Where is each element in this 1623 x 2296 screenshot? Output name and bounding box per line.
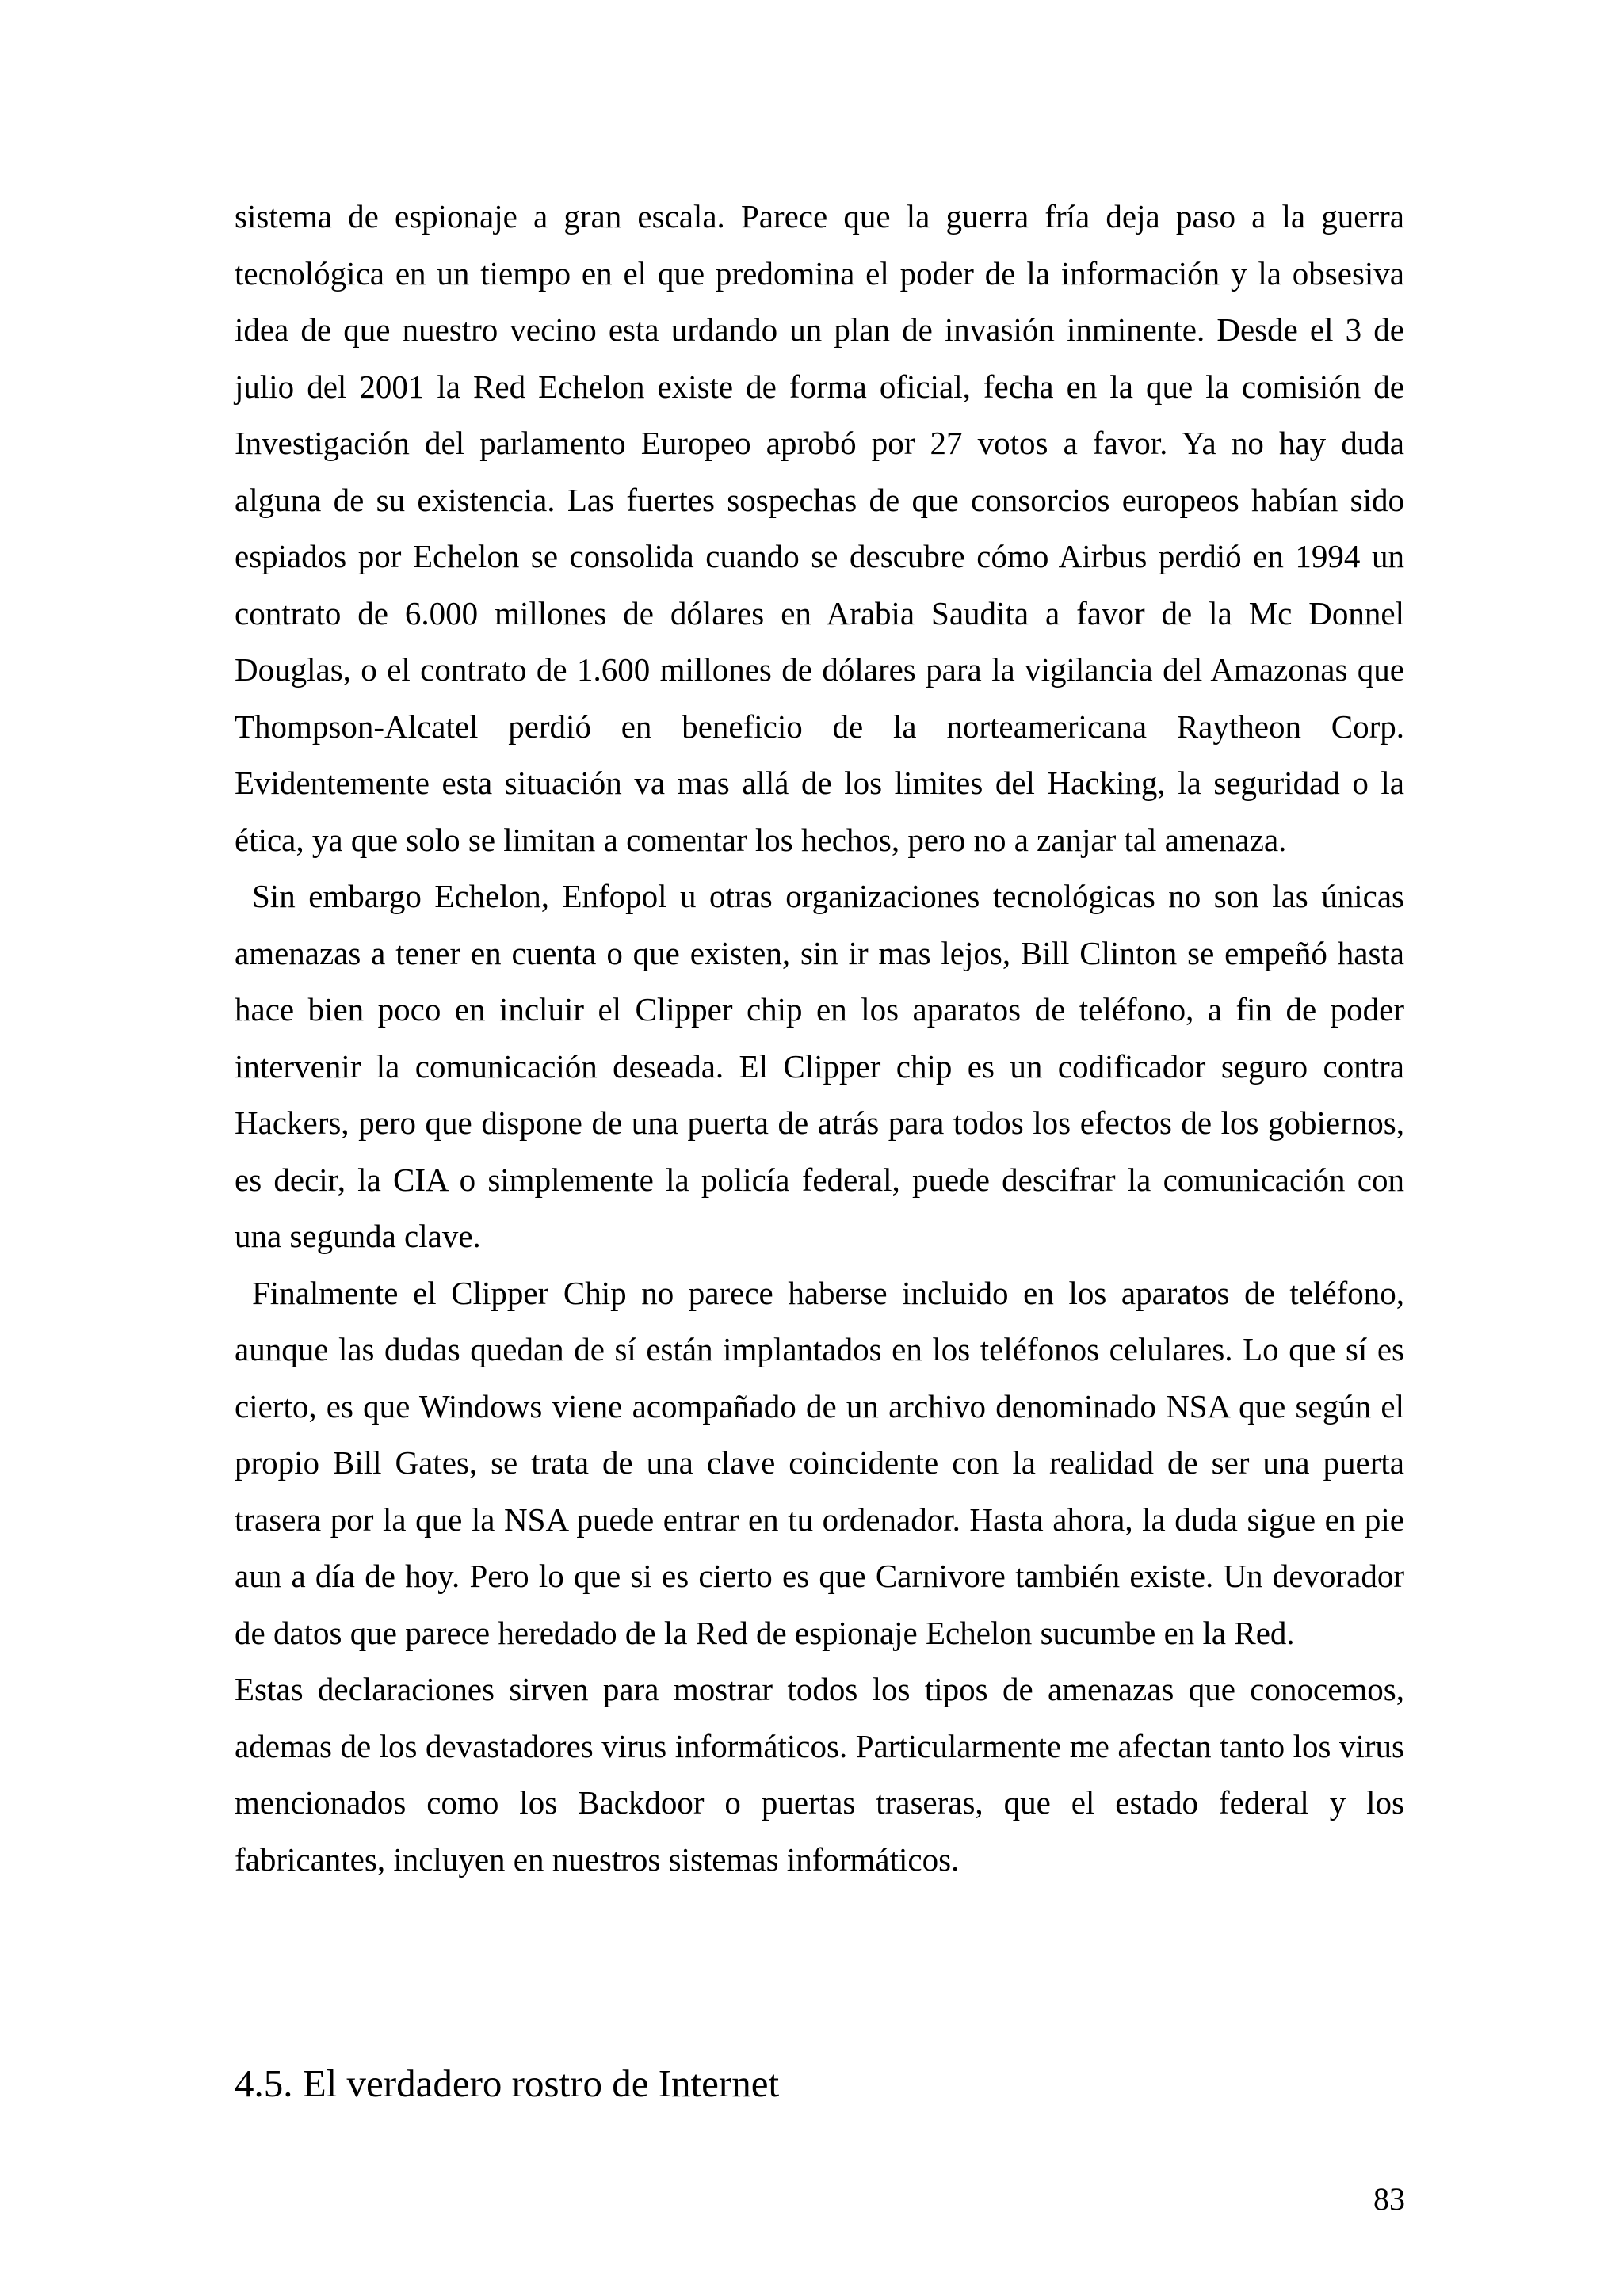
body-text xyxy=(235,189,1404,1888)
paragraph-nsa-carnivore: Finalmente el Clipper Chip no parece haberse incluido en los aparatos de teléfono, aunque las dudas quedan de sí están implantados en los teléfonos celulares. Lo que sí es cierto, es que Windows viene acompañado de un archivo denominado NSA que según el propio Bill Gates, se trata de una clave coincidente con la realidad de ser una puerta trasera por la que la NSA puede entrar en tu ordenador. Hasta ahora, la duda sigue en pie aun a día de hoy. Pero lo que si es cierto es que Carnivore también existe. Un devorador de datos que parece heredado de la Red de espionaje Echelon sucumbe en la Red. xyxy=(235,1274,1404,1651)
paragraph-echelon: sistema de espionaje a gran escala. Parece que la guerra fría deja paso a la guerra tecnológica en un tiempo en el que predomina el poder de la información y la obsesiva idea de que nuestro vecino esta urdando un plan de invasión inminente. Desde el 3 de julio del 2001 la Red Echelon existe de forma oficial, fecha en la que la comisión de Investigación del parlamento Europeo aprobó por 27 votos a favor. Ya no hay duda alguna de su existencia. Las fuertes sospechas de que consorcios europeos habían sido espiados por Echelon se consolida cuando se descubre cómo Airbus perdió en 1994 un contrato de 6.000 millones de dólares en Arabia Saudita a favor de la Mc Donnel Douglas, o el contrato de 1.600 millones de dólares para la vigilancia del Amazonas que Thompson-Alcatel perdió en beneficio de la norteamericana Raytheon Corp. Evidentemente esta situación va mas allá de los limites del Hacking, la seguridad o la ética, ya que solo se limitan a comentar los hechos, pero no a zanjar tal amenaza. xyxy=(235,198,1404,858)
section-heading: 4.5. El verdadero rostro de Internet xyxy=(235,2061,780,2105)
paragraph-clipper-chip: Sin embargo Echelon, Enfopol u otras organizaciones tecnológicas no son las únicas amenazas a tener en cuenta o que existen, sin ir mas lejos, Bill Clinton se empeñó hasta hace bien poco en incluir el Clipper chip en los aparatos de teléfono, a fin de poder intervenir la comunicación deseada. El Clipper chip es un codificador seguro contra Hackers, pero que dispone de una puerta de atrás para todos los efectos de los gobiernos, es decir, la CIA o simplemente la policía federal, puede descifrar la comunicación con una segunda clave. xyxy=(235,878,1404,1254)
paragraph-declaraciones: Estas declaraciones sirven para mostrar todos los tipos de amenazas que conocemos, ademas de los devastadores virus informáticos. Particularmente me afectan tanto los virus mencionados como los Backdoor o puertas traseras, que el estado federal y los fabricantes, incluyen en nuestros sistemas informáticos. xyxy=(235,1671,1404,1878)
page-number: 83 xyxy=(1373,2181,1405,2217)
